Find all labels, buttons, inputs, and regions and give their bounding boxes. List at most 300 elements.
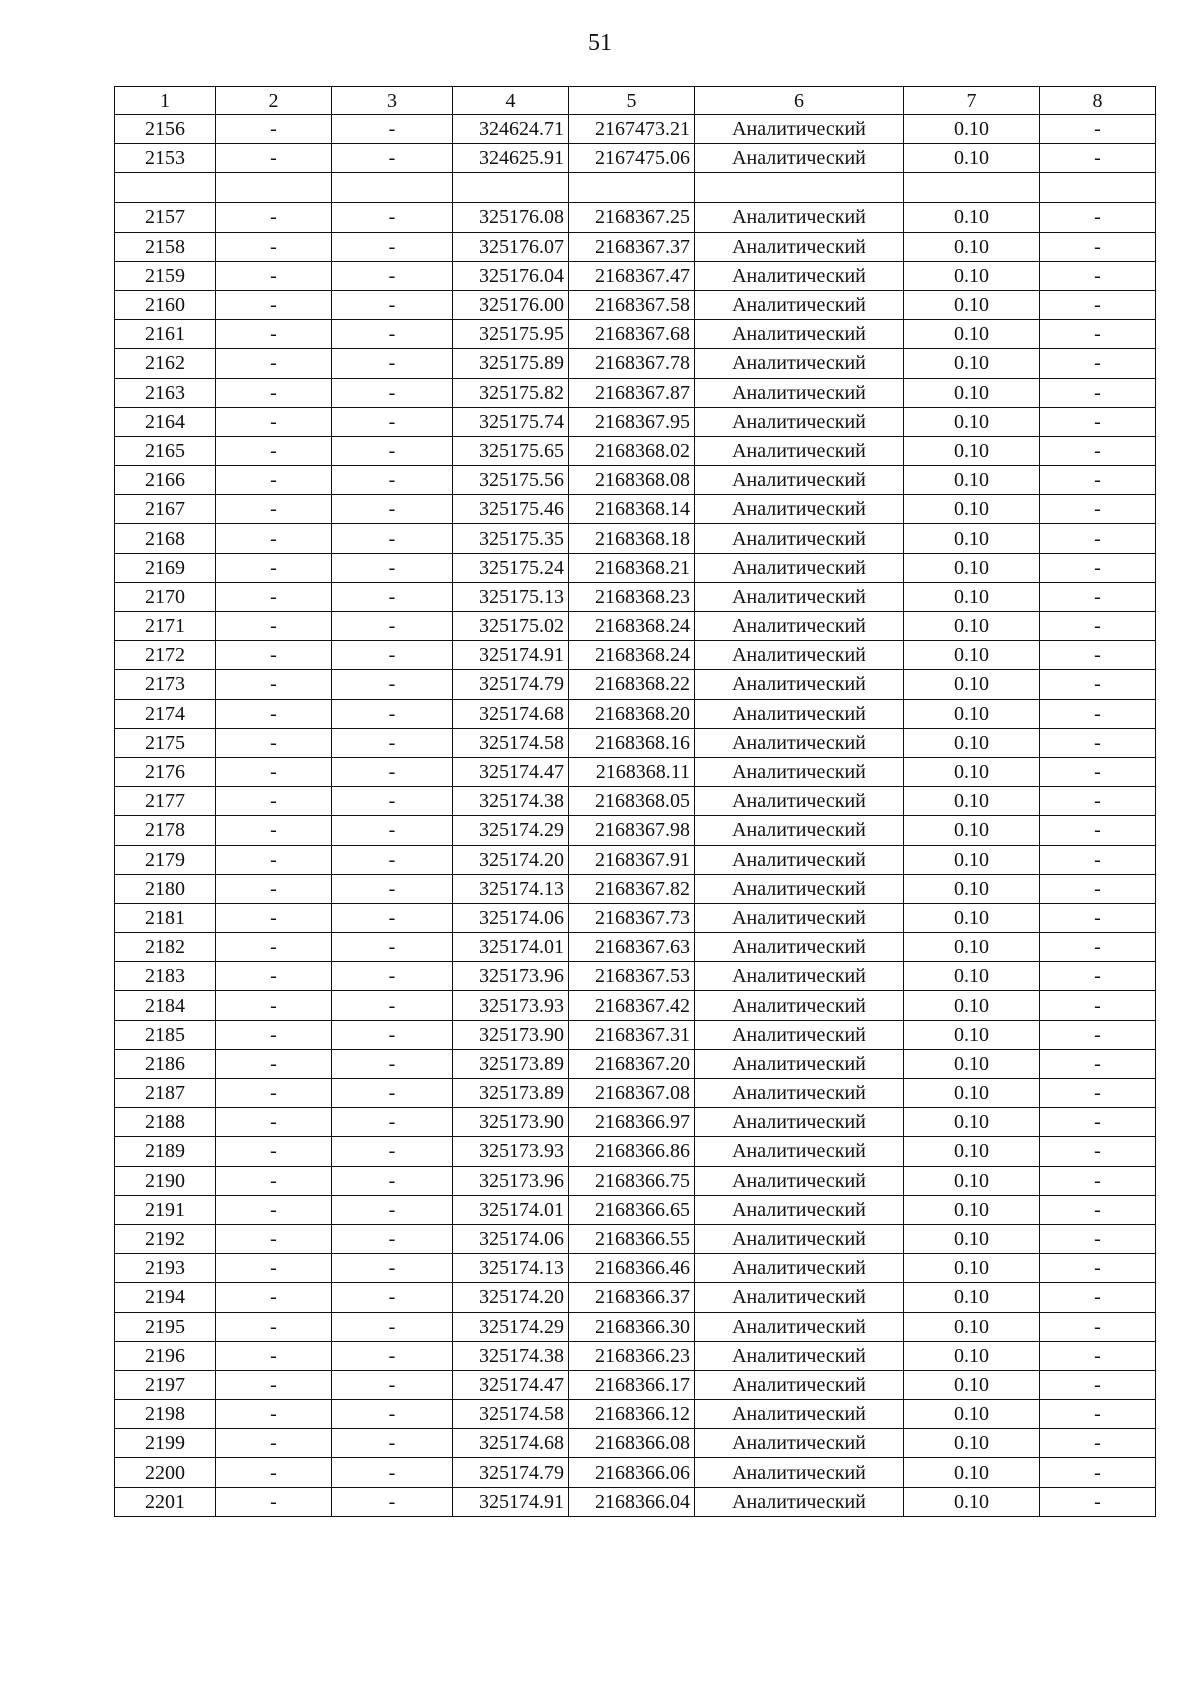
accuracy-cell: 0.10 xyxy=(904,1137,1040,1166)
point-number-cell: 2195 xyxy=(115,1312,216,1341)
table-row xyxy=(115,641,1156,670)
table-row xyxy=(115,1166,1156,1195)
point-number-cell: 2153 xyxy=(115,144,216,173)
y-coordinate-cell: 2168366.17 xyxy=(569,1370,695,1399)
y-coordinate-cell: 2168368.16 xyxy=(569,728,695,757)
x-coordinate-cell: 325174.13 xyxy=(453,1254,569,1283)
point-number-cell: 2165 xyxy=(115,436,216,465)
point-number-cell: 2200 xyxy=(115,1458,216,1487)
method-cell: Аналитический xyxy=(695,466,904,495)
col3-cell xyxy=(332,173,453,203)
method-cell: Аналитический xyxy=(695,1283,904,1312)
table-row xyxy=(115,845,1156,874)
table-row xyxy=(115,1049,1156,1078)
col8-cell: - xyxy=(1040,1224,1156,1253)
table-row xyxy=(115,320,1156,349)
column-header: 4 xyxy=(453,87,569,115)
point-number-cell: 2190 xyxy=(115,1166,216,1195)
accuracy-cell: 0.10 xyxy=(904,903,1040,932)
y-coordinate-cell: 2168367.58 xyxy=(569,290,695,319)
point-number-cell: 2169 xyxy=(115,553,216,582)
x-coordinate-cell: 325175.82 xyxy=(453,378,569,407)
y-coordinate-cell: 2168368.18 xyxy=(569,524,695,553)
method-cell: Аналитический xyxy=(695,962,904,991)
accuracy-cell: 0.10 xyxy=(904,1341,1040,1370)
point-number-cell: 2186 xyxy=(115,1049,216,1078)
y-coordinate-cell: 2168367.42 xyxy=(569,991,695,1020)
col8-cell: - xyxy=(1040,933,1156,962)
col3-cell: - xyxy=(332,933,453,962)
y-coordinate-cell: 2168367.63 xyxy=(569,933,695,962)
table-row xyxy=(115,728,1156,757)
table-row xyxy=(115,1283,1156,1312)
point-number-cell: 2164 xyxy=(115,407,216,436)
col3-cell: - xyxy=(332,874,453,903)
method-cell: Аналитический xyxy=(695,1020,904,1049)
x-coordinate-cell: 325174.68 xyxy=(453,699,569,728)
col2-cell: - xyxy=(216,524,332,553)
accuracy-cell: 0.10 xyxy=(904,495,1040,524)
y-coordinate-cell: 2168366.97 xyxy=(569,1108,695,1137)
x-coordinate-cell: 325174.38 xyxy=(453,787,569,816)
y-coordinate-cell: 2168368.02 xyxy=(569,436,695,465)
table-row xyxy=(115,1487,1156,1516)
method-cell: Аналитический xyxy=(695,757,904,786)
accuracy-cell: 0.10 xyxy=(904,1166,1040,1195)
col8-cell: - xyxy=(1040,407,1156,436)
col2-cell: - xyxy=(216,1166,332,1195)
col2-cell: - xyxy=(216,757,332,786)
table-header-row xyxy=(115,87,1156,115)
y-coordinate-cell: 2168368.23 xyxy=(569,582,695,611)
column-header: 2 xyxy=(216,87,332,115)
method-cell: Аналитический xyxy=(695,670,904,699)
col2-cell: - xyxy=(216,582,332,611)
x-coordinate-cell: 325175.24 xyxy=(453,553,569,582)
col2-cell: - xyxy=(216,407,332,436)
method-cell: Аналитический xyxy=(695,1487,904,1516)
x-coordinate-cell: 325174.79 xyxy=(453,670,569,699)
col8-cell: - xyxy=(1040,670,1156,699)
table-row xyxy=(115,991,1156,1020)
y-coordinate-cell: 2168367.25 xyxy=(569,203,695,232)
col3-cell: - xyxy=(332,1166,453,1195)
x-coordinate-cell: 325175.56 xyxy=(453,466,569,495)
y-coordinate-cell: 2168366.65 xyxy=(569,1195,695,1224)
method-cell: Аналитический xyxy=(695,290,904,319)
point-number-cell: 2188 xyxy=(115,1108,216,1137)
method-cell: Аналитический xyxy=(695,1137,904,1166)
method-cell: Аналитический xyxy=(695,407,904,436)
col8-cell: - xyxy=(1040,757,1156,786)
col3-cell: - xyxy=(332,290,453,319)
y-coordinate-cell: 2168366.37 xyxy=(569,1283,695,1312)
y-coordinate-cell: 2168367.47 xyxy=(569,261,695,290)
accuracy-cell: 0.10 xyxy=(904,874,1040,903)
accuracy-cell: 0.10 xyxy=(904,1458,1040,1487)
x-coordinate-cell: 325175.46 xyxy=(453,495,569,524)
col3-cell: - xyxy=(332,378,453,407)
table-row xyxy=(115,757,1156,786)
table-row xyxy=(115,1429,1156,1458)
accuracy-cell: 0.10 xyxy=(904,466,1040,495)
y-coordinate-cell: 2168368.22 xyxy=(569,670,695,699)
y-coordinate-cell: 2168366.46 xyxy=(569,1254,695,1283)
y-coordinate-cell: 2168368.05 xyxy=(569,787,695,816)
x-coordinate-cell: 325174.29 xyxy=(453,816,569,845)
table-row xyxy=(115,1020,1156,1049)
col2-cell: - xyxy=(216,612,332,641)
col3-cell: - xyxy=(332,1195,453,1224)
y-coordinate-cell: 2167473.21 xyxy=(569,115,695,144)
col8-cell: - xyxy=(1040,816,1156,845)
table-row xyxy=(115,1370,1156,1399)
accuracy-cell: 0.10 xyxy=(904,349,1040,378)
method-cell: Аналитический xyxy=(695,903,904,932)
y-coordinate-cell: 2168366.23 xyxy=(569,1341,695,1370)
y-coordinate-cell xyxy=(569,173,695,203)
col2-cell: - xyxy=(216,699,332,728)
method-cell: Аналитический xyxy=(695,874,904,903)
y-coordinate-cell: 2168367.73 xyxy=(569,903,695,932)
x-coordinate-cell: 325176.08 xyxy=(453,203,569,232)
col2-cell: - xyxy=(216,1487,332,1516)
table-row xyxy=(115,1254,1156,1283)
col8-cell: - xyxy=(1040,1283,1156,1312)
y-coordinate-cell: 2168367.98 xyxy=(569,816,695,845)
x-coordinate-cell: 325174.01 xyxy=(453,1195,569,1224)
y-coordinate-cell: 2168368.24 xyxy=(569,612,695,641)
y-coordinate-cell: 2168366.86 xyxy=(569,1137,695,1166)
point-number-cell: 2185 xyxy=(115,1020,216,1049)
column-header: 3 xyxy=(332,87,453,115)
col2-cell xyxy=(216,173,332,203)
col8-cell: - xyxy=(1040,845,1156,874)
col3-cell: - xyxy=(332,1224,453,1253)
point-number-cell: 2179 xyxy=(115,845,216,874)
point-number-cell: 2193 xyxy=(115,1254,216,1283)
point-number-cell: 2174 xyxy=(115,699,216,728)
accuracy-cell: 0.10 xyxy=(904,261,1040,290)
point-number-cell: 2181 xyxy=(115,903,216,932)
y-coordinate-cell: 2168367.31 xyxy=(569,1020,695,1049)
accuracy-cell: 0.10 xyxy=(904,553,1040,582)
col2-cell: - xyxy=(216,962,332,991)
col3-cell: - xyxy=(332,1108,453,1137)
y-coordinate-cell: 2168368.21 xyxy=(569,553,695,582)
col2-cell: - xyxy=(216,1108,332,1137)
method-cell: Аналитический xyxy=(695,320,904,349)
x-coordinate-cell: 325173.89 xyxy=(453,1079,569,1108)
point-number-cell: 2166 xyxy=(115,466,216,495)
method-cell: Аналитический xyxy=(695,699,904,728)
point-number-cell: 2196 xyxy=(115,1341,216,1370)
point-number-cell: 2197 xyxy=(115,1370,216,1399)
x-coordinate-cell: 325174.68 xyxy=(453,1429,569,1458)
x-coordinate-cell: 325174.47 xyxy=(453,757,569,786)
method-cell: Аналитический xyxy=(695,612,904,641)
table-row xyxy=(115,699,1156,728)
col3-cell: - xyxy=(332,1458,453,1487)
col3-cell: - xyxy=(332,553,453,582)
col8-cell: - xyxy=(1040,261,1156,290)
x-coordinate-cell: 325174.58 xyxy=(453,728,569,757)
point-number-cell: 2175 xyxy=(115,728,216,757)
table-row xyxy=(115,378,1156,407)
table-row xyxy=(115,261,1156,290)
accuracy-cell: 0.10 xyxy=(904,378,1040,407)
y-coordinate-cell: 2167475.06 xyxy=(569,144,695,173)
point-number-cell: 2184 xyxy=(115,991,216,1020)
col8-cell: - xyxy=(1040,1312,1156,1341)
y-coordinate-cell: 2168367.82 xyxy=(569,874,695,903)
coordinates-table xyxy=(114,86,1156,1517)
method-cell: Аналитический xyxy=(695,1312,904,1341)
table-row xyxy=(115,670,1156,699)
col2-cell: - xyxy=(216,320,332,349)
point-number-cell: 2177 xyxy=(115,787,216,816)
y-coordinate-cell: 2168368.08 xyxy=(569,466,695,495)
x-coordinate-cell: 324624.71 xyxy=(453,115,569,144)
point-number-cell: 2183 xyxy=(115,962,216,991)
col2-cell: - xyxy=(216,553,332,582)
table-row xyxy=(115,933,1156,962)
table-row xyxy=(115,1079,1156,1108)
col3-cell: - xyxy=(332,787,453,816)
col3-cell: - xyxy=(332,699,453,728)
point-number-cell: 2158 xyxy=(115,232,216,261)
point-number-cell: 2163 xyxy=(115,378,216,407)
x-coordinate-cell: 325176.04 xyxy=(453,261,569,290)
table-row xyxy=(115,495,1156,524)
point-number-cell: 2176 xyxy=(115,757,216,786)
accuracy-cell: 0.10 xyxy=(904,1195,1040,1224)
col8-cell: - xyxy=(1040,582,1156,611)
point-number-cell: 2198 xyxy=(115,1400,216,1429)
col2-cell: - xyxy=(216,261,332,290)
col8-cell xyxy=(1040,173,1156,203)
point-number-cell: 2194 xyxy=(115,1283,216,1312)
col3-cell: - xyxy=(332,436,453,465)
method-cell: Аналитический xyxy=(695,115,904,144)
method-cell: Аналитический xyxy=(695,816,904,845)
col2-cell: - xyxy=(216,1370,332,1399)
col3-cell: - xyxy=(332,466,453,495)
accuracy-cell: 0.10 xyxy=(904,1429,1040,1458)
method-cell: Аналитический xyxy=(695,787,904,816)
x-coordinate-cell: 325175.13 xyxy=(453,582,569,611)
accuracy-cell: 0.10 xyxy=(904,845,1040,874)
col3-cell: - xyxy=(332,991,453,1020)
point-number-cell: 2199 xyxy=(115,1429,216,1458)
y-coordinate-cell: 2168366.04 xyxy=(569,1487,695,1516)
table-row xyxy=(115,903,1156,932)
x-coordinate-cell: 325174.29 xyxy=(453,1312,569,1341)
x-coordinate-cell: 325176.00 xyxy=(453,290,569,319)
table-row xyxy=(115,787,1156,816)
col2-cell: - xyxy=(216,728,332,757)
col3-cell: - xyxy=(332,1049,453,1078)
col2-cell: - xyxy=(216,670,332,699)
accuracy-cell: 0.10 xyxy=(904,728,1040,757)
method-cell: Аналитический xyxy=(695,349,904,378)
col8-cell: - xyxy=(1040,553,1156,582)
method-cell: Аналитический xyxy=(695,1079,904,1108)
accuracy-cell: 0.10 xyxy=(904,582,1040,611)
table-row xyxy=(115,1312,1156,1341)
x-coordinate-cell: 325173.96 xyxy=(453,1166,569,1195)
method-cell: Аналитический xyxy=(695,378,904,407)
method-cell: Аналитический xyxy=(695,641,904,670)
x-coordinate-cell: 325174.06 xyxy=(453,1224,569,1253)
col3-cell: - xyxy=(332,670,453,699)
point-number-cell: 2156 xyxy=(115,115,216,144)
col3-cell: - xyxy=(332,261,453,290)
col2-cell: - xyxy=(216,1224,332,1253)
accuracy-cell: 0.10 xyxy=(904,612,1040,641)
col2-cell: - xyxy=(216,1400,332,1429)
col8-cell: - xyxy=(1040,466,1156,495)
y-coordinate-cell: 2168367.68 xyxy=(569,320,695,349)
accuracy-cell xyxy=(904,173,1040,203)
accuracy-cell: 0.10 xyxy=(904,436,1040,465)
col3-cell: - xyxy=(332,1312,453,1341)
col2-cell: - xyxy=(216,1020,332,1049)
method-cell xyxy=(695,173,904,203)
col8-cell: - xyxy=(1040,203,1156,232)
col2-cell: - xyxy=(216,1283,332,1312)
table-row xyxy=(115,816,1156,845)
table-row xyxy=(115,1195,1156,1224)
col2-cell: - xyxy=(216,378,332,407)
y-coordinate-cell: 2168366.06 xyxy=(569,1458,695,1487)
col8-cell: - xyxy=(1040,115,1156,144)
col2-cell: - xyxy=(216,1458,332,1487)
col3-cell: - xyxy=(332,757,453,786)
col8-cell: - xyxy=(1040,232,1156,261)
table-row xyxy=(115,582,1156,611)
x-coordinate-cell: 325174.91 xyxy=(453,641,569,670)
col3-cell: - xyxy=(332,1020,453,1049)
x-coordinate-cell: 325174.20 xyxy=(453,845,569,874)
accuracy-cell: 0.10 xyxy=(904,1312,1040,1341)
point-number-cell: 2170 xyxy=(115,582,216,611)
point-number-cell: 2189 xyxy=(115,1137,216,1166)
table-row xyxy=(115,1137,1156,1166)
point-number-cell: 2162 xyxy=(115,349,216,378)
accuracy-cell: 0.10 xyxy=(904,1079,1040,1108)
col8-cell: - xyxy=(1040,991,1156,1020)
accuracy-cell: 0.10 xyxy=(904,991,1040,1020)
accuracy-cell: 0.10 xyxy=(904,670,1040,699)
col8-cell: - xyxy=(1040,524,1156,553)
col3-cell: - xyxy=(332,407,453,436)
point-number-cell: 2172 xyxy=(115,641,216,670)
y-coordinate-cell: 2168366.55 xyxy=(569,1224,695,1253)
col3-cell: - xyxy=(332,495,453,524)
table-row xyxy=(115,349,1156,378)
x-coordinate-cell: 325175.35 xyxy=(453,524,569,553)
method-cell: Аналитический xyxy=(695,1224,904,1253)
y-coordinate-cell: 2168367.87 xyxy=(569,378,695,407)
table-row xyxy=(115,232,1156,261)
col2-cell: - xyxy=(216,991,332,1020)
method-cell: Аналитический xyxy=(695,1370,904,1399)
x-coordinate-cell: 325174.91 xyxy=(453,1487,569,1516)
table-row xyxy=(115,612,1156,641)
x-coordinate-cell: 325173.89 xyxy=(453,1049,569,1078)
accuracy-cell: 0.10 xyxy=(904,1254,1040,1283)
col8-cell: - xyxy=(1040,1137,1156,1166)
accuracy-cell: 0.10 xyxy=(904,1400,1040,1429)
y-coordinate-cell: 2168366.12 xyxy=(569,1400,695,1429)
col2-cell: - xyxy=(216,787,332,816)
accuracy-cell: 0.10 xyxy=(904,699,1040,728)
y-coordinate-cell: 2168366.75 xyxy=(569,1166,695,1195)
method-cell: Аналитический xyxy=(695,203,904,232)
x-coordinate-cell: 325175.02 xyxy=(453,612,569,641)
method-cell: Аналитический xyxy=(695,1254,904,1283)
accuracy-cell: 0.10 xyxy=(904,1049,1040,1078)
col3-cell: - xyxy=(332,203,453,232)
col3-cell: - xyxy=(332,115,453,144)
col2-cell: - xyxy=(216,1137,332,1166)
col2-cell: - xyxy=(216,1195,332,1224)
page-number: 51 xyxy=(588,30,612,56)
col3-cell: - xyxy=(332,349,453,378)
column-header: 5 xyxy=(569,87,695,115)
y-coordinate-cell: 2168366.30 xyxy=(569,1312,695,1341)
col8-cell: - xyxy=(1040,1049,1156,1078)
table-row xyxy=(115,1108,1156,1137)
x-coordinate-cell: 325174.13 xyxy=(453,874,569,903)
col3-cell: - xyxy=(332,232,453,261)
method-cell: Аналитический xyxy=(695,495,904,524)
x-coordinate-cell: 325174.20 xyxy=(453,1283,569,1312)
x-coordinate-cell: 325174.79 xyxy=(453,1458,569,1487)
method-cell: Аналитический xyxy=(695,1458,904,1487)
col3-cell: - xyxy=(332,816,453,845)
col2-cell: - xyxy=(216,903,332,932)
y-coordinate-cell: 2168368.24 xyxy=(569,641,695,670)
y-coordinate-cell: 2168368.20 xyxy=(569,699,695,728)
col8-cell: - xyxy=(1040,903,1156,932)
accuracy-cell: 0.10 xyxy=(904,320,1040,349)
col8-cell: - xyxy=(1040,144,1156,173)
x-coordinate-cell: 324625.91 xyxy=(453,144,569,173)
col8-cell: - xyxy=(1040,1195,1156,1224)
accuracy-cell: 0.10 xyxy=(904,787,1040,816)
col8-cell: - xyxy=(1040,1458,1156,1487)
col3-cell: - xyxy=(332,1429,453,1458)
x-coordinate-cell: 325175.95 xyxy=(453,320,569,349)
x-coordinate-cell: 325174.06 xyxy=(453,903,569,932)
y-coordinate-cell: 2168367.53 xyxy=(569,962,695,991)
x-coordinate-cell: 325173.93 xyxy=(453,1137,569,1166)
col8-cell: - xyxy=(1040,787,1156,816)
accuracy-cell: 0.10 xyxy=(904,1224,1040,1253)
method-cell: Аналитический xyxy=(695,1195,904,1224)
col8-cell: - xyxy=(1040,436,1156,465)
col3-cell: - xyxy=(332,962,453,991)
col3-cell: - xyxy=(332,1283,453,1312)
table-row xyxy=(115,407,1156,436)
method-cell: Аналитический xyxy=(695,933,904,962)
y-coordinate-cell: 2168366.08 xyxy=(569,1429,695,1458)
col8-cell: - xyxy=(1040,874,1156,903)
x-coordinate-cell: 325175.65 xyxy=(453,436,569,465)
col8-cell: - xyxy=(1040,699,1156,728)
